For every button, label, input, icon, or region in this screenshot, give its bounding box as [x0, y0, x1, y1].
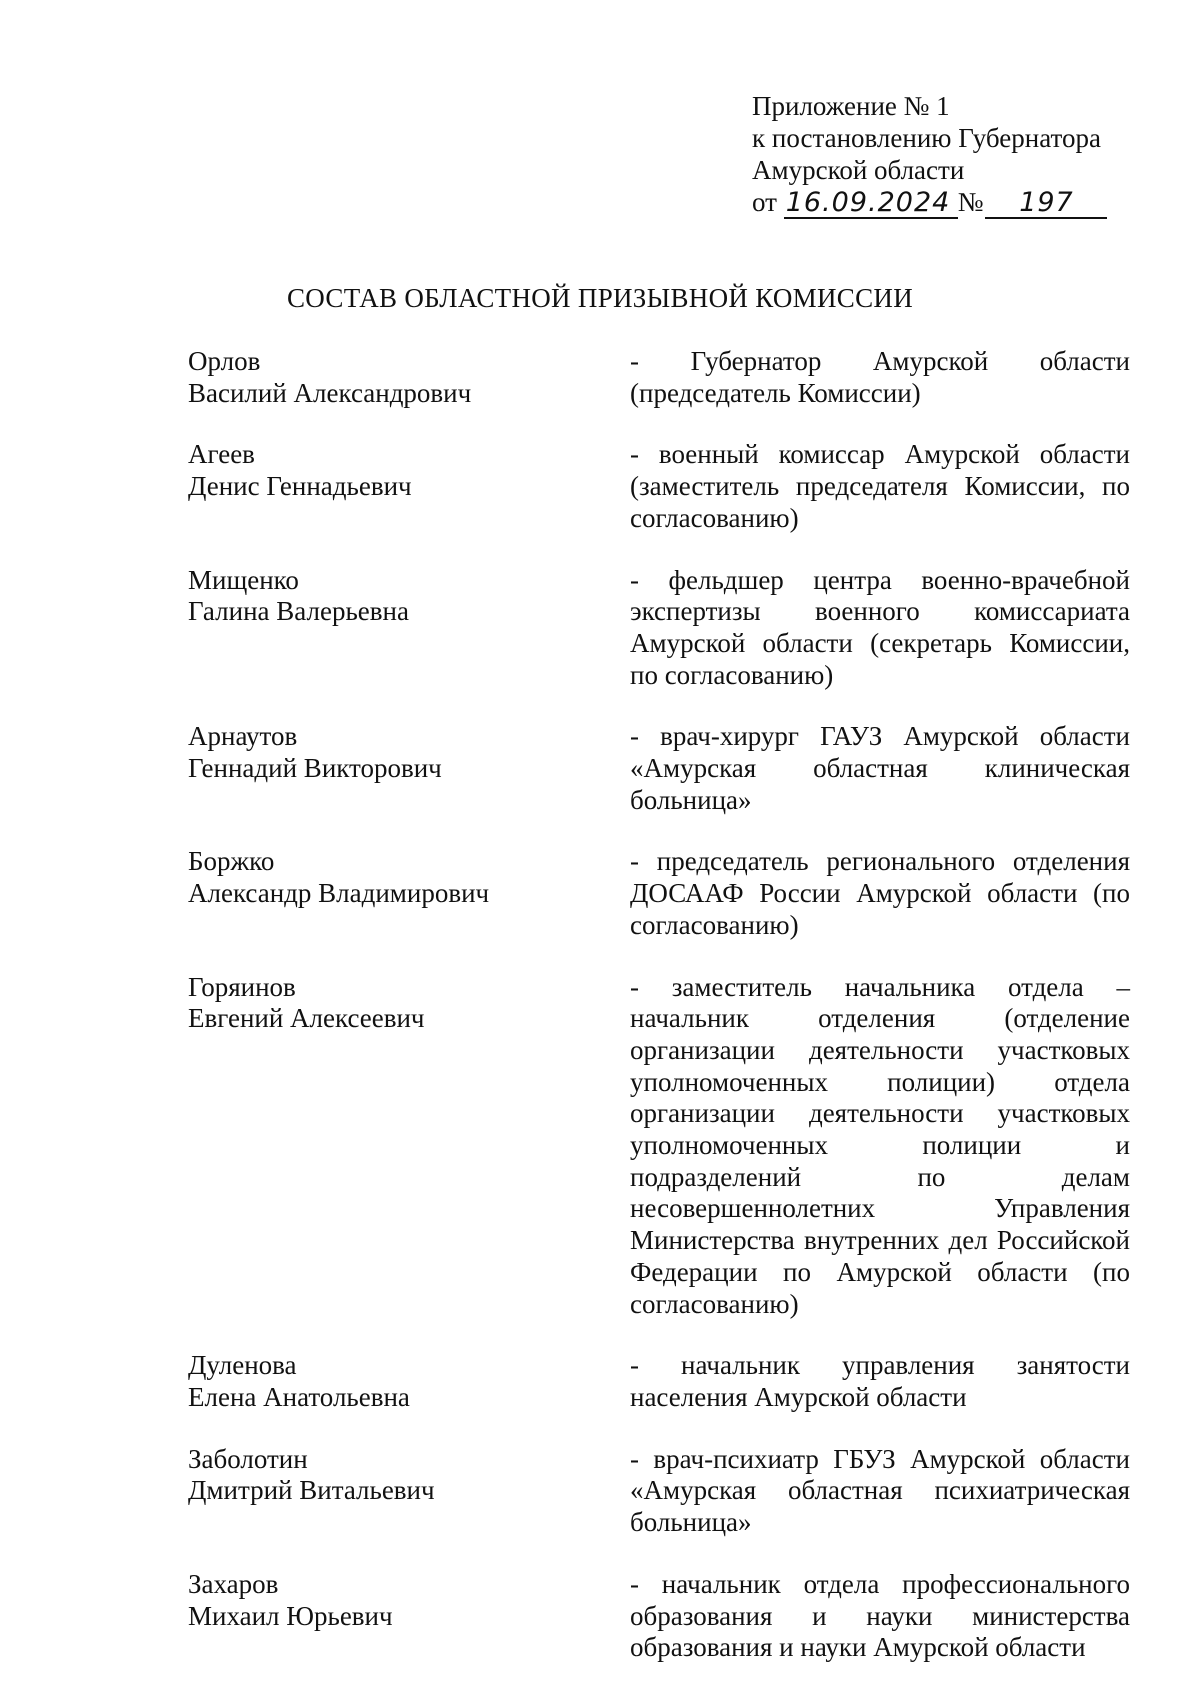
- member-name: [188, 721, 630, 816]
- page-title: СОСТАВ ОБЛАСТНОЙ ПРИЗЫВНОЙ КОМИССИИ: [287, 283, 913, 313]
- member-role: - начальник отдела профессионального образования и науки министерства образования и науки Амурской области: [630, 1568, 1130, 1663]
- member-given-names: Галина Валерьевна: [188, 596, 409, 627]
- member-surname: Мищенко: [188, 564, 299, 595]
- member-role: - начальник управления занятости населения Амурской области: [630, 1350, 1130, 1412]
- member-surname: Арнаутов: [188, 721, 298, 752]
- appendix-region: Амурской области: [752, 155, 965, 185]
- member-given-names: Василий Александрович: [188, 377, 472, 408]
- member-row: [188, 1350, 1148, 1413]
- member-surname: Заболотин: [188, 1443, 308, 1474]
- date-prefix: от: [752, 187, 777, 217]
- member-surname: Боржко: [188, 846, 275, 877]
- member-row: [188, 1569, 1148, 1664]
- member-name: [188, 846, 630, 941]
- appendix-reference: [752, 90, 1172, 219]
- member-surname: Захаров: [188, 1568, 279, 1599]
- member-role: - врач-хирург ГАУЗ Амурской области «Амурская областная клиническая больница»: [630, 721, 1130, 815]
- member-row: [188, 565, 1148, 692]
- member-surname: Горяинов: [188, 971, 296, 1002]
- handwritten-number: 197: [985, 189, 1107, 219]
- number-prefix: №: [957, 187, 984, 217]
- member-role: - врач-психиатр ГБУЗ Амурской области «Амурская областная психиатрическая больница»: [630, 1443, 1130, 1538]
- member-given-names: Евгений Алексеевич: [188, 1003, 425, 1034]
- member-name: [188, 1569, 630, 1664]
- member-role: - Губернатор Амурской области (председатель Комиссии): [630, 346, 1130, 408]
- member-row: [188, 439, 1148, 534]
- member-given-names: Михаил Юрьевич: [188, 1600, 393, 1631]
- member-name: [188, 1444, 630, 1539]
- handwritten-date: 16.09.2024: [784, 189, 958, 219]
- member-surname: Агеев: [188, 439, 255, 470]
- appendix-number: Приложение № 1: [752, 91, 950, 121]
- member-surname: Орлов: [188, 346, 261, 376]
- member-row: [188, 1444, 1148, 1539]
- member-surname: Дуленова: [188, 1350, 297, 1381]
- member-name: [188, 972, 630, 1321]
- member-row: [188, 972, 1148, 1321]
- member-role: - председатель регионального отделения ДОСААФ России Амурской области (по согласованию): [630, 846, 1130, 940]
- member-given-names: Геннадий Викторович: [188, 753, 442, 784]
- member-name: [188, 346, 630, 409]
- member-role: - военный комиссар Амурской области (заместитель председателя Комиссии, по согласованию): [630, 439, 1130, 533]
- member-role: - заместитель начальника отдела – начальник отделения (отделение организации деятельности участковых уполномоченных полиции) отдела организации деятельности участковых уполномоченных полиции и подразделений по делам несовершеннолетних Управления Министерства внутренних дел Российской Федерации по Амурской области (по согласованию): [630, 971, 1130, 1319]
- member-row: [188, 846, 1148, 941]
- member-name: [188, 439, 630, 534]
- member-role: - фельдшер центра военно-врачебной экспертизы военного комиссариата Амурской области (секретарь Комиссии, по согласованию): [630, 564, 1130, 690]
- member-given-names: Дмитрий Витальевич: [188, 1475, 435, 1506]
- member-given-names: Елена Анатольевна: [188, 1381, 410, 1412]
- members-list: [188, 346, 1148, 1694]
- member-given-names: Денис Геннадьевич: [188, 471, 412, 502]
- appendix-decree: к постановлению Губернатора: [752, 123, 1101, 153]
- member-given-names: Александр Владимирович: [188, 878, 490, 909]
- member-name: [188, 565, 630, 692]
- member-row: [188, 346, 1148, 409]
- member-name: [188, 1350, 630, 1413]
- appendix-date-line: [752, 186, 1172, 219]
- member-row: [188, 721, 1148, 816]
